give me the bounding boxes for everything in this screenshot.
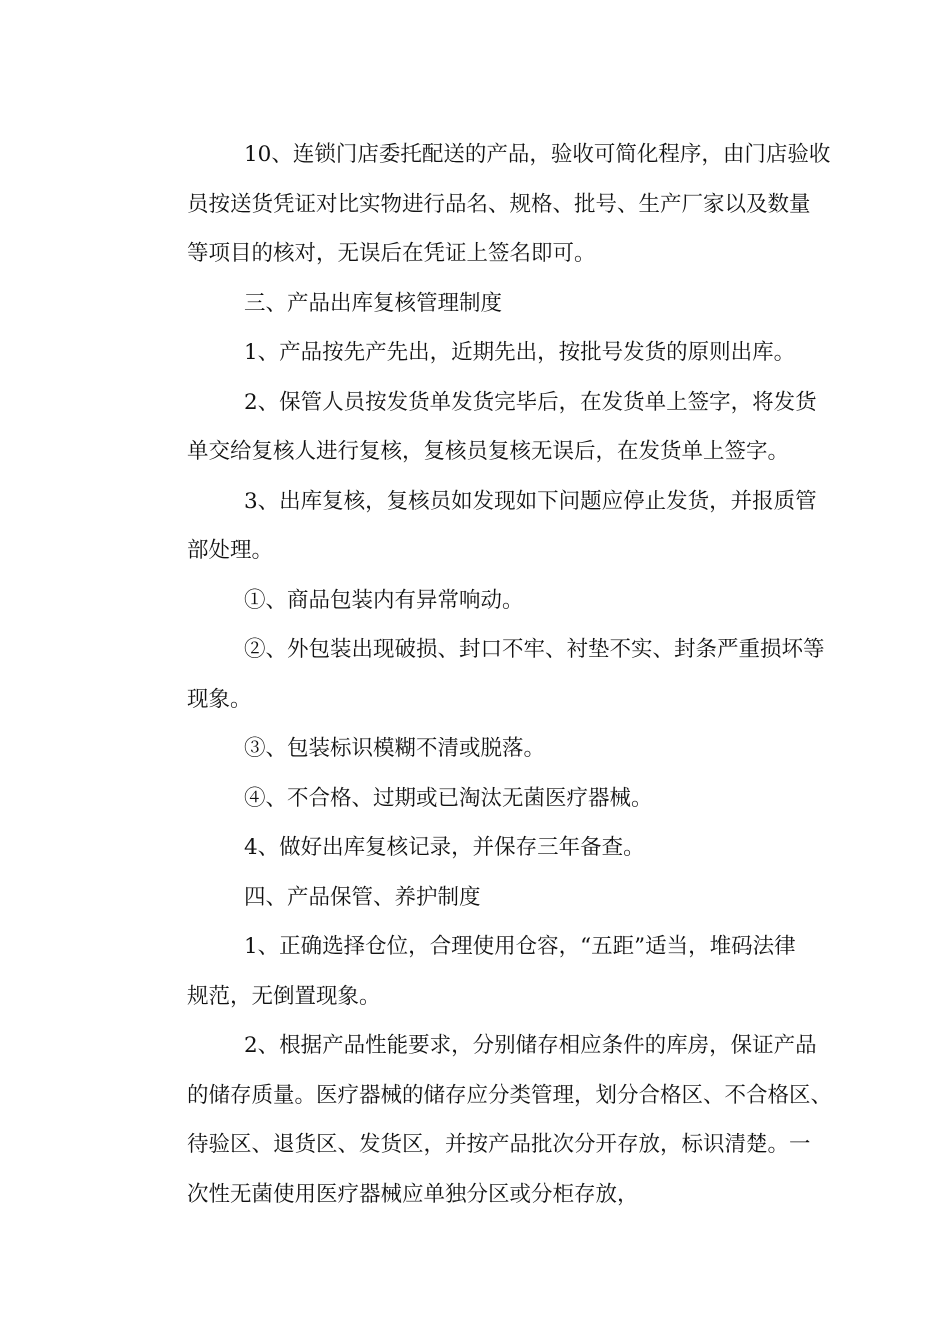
heading-line: 三、产品出库复核管理制度 xyxy=(244,290,503,316)
text-line: ②、外包装出现破损、封口不牢、衬垫不实、封条严重损坏等 xyxy=(244,637,825,662)
paragraph-fifo xyxy=(144,328,824,378)
paragraph-storage-conditions xyxy=(144,1021,833,1219)
section-heading-storage-maintenance xyxy=(144,873,824,923)
text-line: 单交给复核人进行复核，复核员复核无误后，在发货单上签字。 xyxy=(187,439,790,464)
text-line: 1、正确选择仓位，合理使用仓容，“五距”适当，堆码法律 xyxy=(244,934,796,959)
list-item-unqualified xyxy=(144,774,824,824)
text-line: 等项目的核对，无误后在凭证上签名即可。 xyxy=(187,241,596,266)
text-line: 3、出库复核，复核员如发现如下问题应停止发货，并报质管 xyxy=(244,488,817,514)
paragraph-review-stop xyxy=(144,477,824,576)
text-line: 员按送货凭证对比实物进行品名、规格、批号、生产厂家以及数量 xyxy=(187,191,811,217)
paragraph-keeper-sign xyxy=(144,378,824,477)
paragraph-review-records xyxy=(144,823,824,873)
text-line: 部处理。 xyxy=(187,538,274,563)
list-item-abnormal-sound xyxy=(144,576,824,626)
text-line: ④、不合格、过期或已淘汰无菌医疗器械。 xyxy=(244,785,653,811)
text-line: 次性无菌使用医疗器械应单独分区或分柜存放， xyxy=(187,1181,639,1207)
text-line: ①、商品包装内有异常响动。 xyxy=(244,587,524,613)
text-line: 2、根据产品性能要求，分别储存相应条件的库房，保证产品 xyxy=(244,1033,817,1058)
paragraph-store-delivery-acceptance xyxy=(144,130,831,279)
heading-line: 四、产品保管、养护制度 xyxy=(244,884,481,910)
text-line: 待验区、退货区、发货区，并按产品批次分开存放，标识清楚。一 xyxy=(187,1132,811,1157)
text-line: ③、包装标识模糊不清或脱落。 xyxy=(244,736,546,761)
paragraph-storage-location xyxy=(144,922,824,1021)
text-line: 4、做好出库复核记录，并保存三年备查。 xyxy=(244,835,645,860)
text-line: 规范，无倒置现象。 xyxy=(187,983,381,1009)
section-heading-outbound-review xyxy=(144,279,824,329)
text-line: 1、产品按先产先出，近期先出，按批号发货的原则出库。 xyxy=(244,340,796,365)
text-line: 的储存质量。医疗器械的储存应分类管理，划分合格区、不合格区、 xyxy=(187,1082,833,1108)
text-line: 2、保管人员按发货单发货完毕后，在发货单上签字，将发货 xyxy=(244,389,817,415)
text-line: 现象。 xyxy=(187,686,252,712)
list-item-package-damage xyxy=(144,625,824,724)
text-line: 10、连锁门店委托配送的产品，验收可简化程序，由门店验收 xyxy=(244,142,831,167)
document-body xyxy=(144,130,833,1219)
list-item-label-blurred xyxy=(144,724,824,774)
